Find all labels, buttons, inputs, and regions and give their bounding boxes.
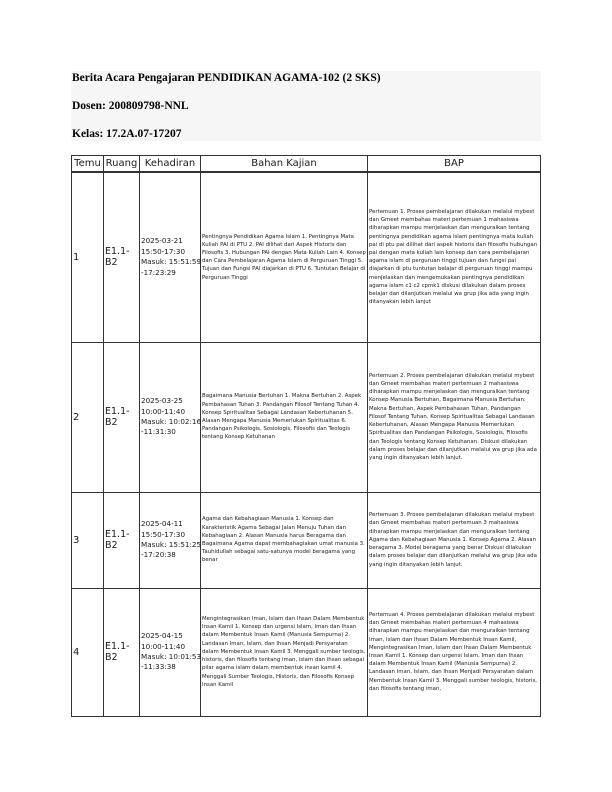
table-row	[72, 492, 541, 588]
cell-temu: 1	[72, 172, 104, 342]
attendance-time: 10:00-11:40	[141, 641, 186, 651]
document-title: Berita Acara Pengajaran PENDIDIKAN AGAMA-102 (2 SKS)	[72, 72, 381, 84]
class-line: Kelas: 17.2A.07-17207	[72, 128, 182, 140]
attendance-time: 15:50-17:30	[141, 529, 186, 539]
cell-kehadiran	[140, 588, 201, 716]
cell-bahan-kajian: Agama dan Kebahagiaan Manusia 1. Konsep dan Karakteristik Agama Sebagai Jalan Menuju Tuhan dan Kebahagiaan 2. Alasan Manusia harus Beragama dan Bagaimana Agama dapat membahagiakan umat manusia 3. Tauhidullah sebagai satu-satunya model beragama yang benar	[201, 492, 368, 588]
lecturer-line: Dosen: 200809798-NNL	[72, 100, 189, 112]
attendance-time: 15:50-17:30	[141, 246, 186, 256]
cell-ruang: E1.1-B2	[104, 172, 140, 342]
bap-text: Pertemuan 2. Proses pembelajaran dilakukan melalui mybest dan Gmeet membahas materi pertemuan 2 mahasiswa diharapkan mampu menjelaskan dan menguraikan tentang Konsep Manusia Bertuhan, Bagaimana Manusia Bertuhan: Makna Bertuhan, Aspek Pembahasan Tuhan, Pandangan Filosof Tentang Tuhan, Konsep Spiritualitas Sebagai Landasan Kebertuhanan, Alasan Mengapa Manusia Memerlukan Spiritualitas dan Pandangan Psikologis, Sosiologis, Filosofis dan Teologis tentang Konsep Ketuhanan. Diskusi dilakukan dalam proses belajar dan dilanjutkan melalui wa grup jika ada yang ingin ditanyakan lebih lanjut.	[369, 372, 537, 461]
attendance-time: 10:00-11:40	[141, 406, 186, 416]
cell-temu: 3	[72, 492, 104, 588]
cell-ruang: E1.1-B2	[104, 588, 140, 716]
cell-ruang: E1.1-B2	[104, 492, 140, 588]
attendance-in: Masuk: 15:51:59	[141, 257, 202, 267]
attendance-out: -17:23:29	[141, 267, 176, 277]
table-row	[72, 588, 541, 716]
attendance-date: 2025-03-21	[141, 236, 183, 246]
col-header-temu: Temu	[72, 156, 104, 173]
bap-text: Pertemuan 4. Proses pembelajaran dilakukan melalui mybest dan Gmeet membahas materi pertemuan 4 mahasiswa diharapkan mampu menjelaskan dan menguraikan tentang Iman, Islam dan Ihsan Dalam Membentuk Insan Kamil, Mengintegrasikan Iman, Islam dan Ihsan Dalam Membentuk Insan Kamil 1. Konsep dan urgensi Islam, Iman dan Ihsan dalam Membentuk Insan Kamil (Manusia Sempurna) 2. Landasan Iman, Islam, dan Ihsan Menjadi Persyaratan dalam Membentuk Insan Kamil 3. Menggali sumber teologis, historis, dan filosofis tentang iman,	[369, 611, 537, 692]
cell-bap	[368, 342, 541, 492]
col-header-ruang: Ruang	[104, 156, 140, 173]
cell-ruang: E1.1-B2	[104, 342, 140, 492]
cell-kehadiran	[140, 172, 201, 342]
bap-text: Pertemuan 3. Proses pembelajaran dilakukan melalui mybest dan Gmeet membahas materi pertemuan 3 mahasiswa diharapkan mampu menjelaskan dan menguraikan tentang Agama dan Kebahagiaan Manusia 1. Konsep Agama 2. Alasan beragama 3. Model beragama yang benar Diskusi dilakukan dalam proses belajar dan dilanjutkan melalui wa grup jika ada yang ingin ditanyakan lebih lanjut.	[369, 512, 537, 568]
table-header-row	[72, 156, 541, 173]
cell-temu: 2	[72, 342, 104, 492]
attendance-in: Masuk: 10:01:53	[141, 652, 202, 661]
table-row	[72, 342, 541, 492]
attendance-date: 2025-04-11	[141, 519, 183, 529]
attendance-out: -11:33:38	[141, 662, 176, 672]
cell-bahan-kajian: Bagaimana Manusia Bertuhan 1. Makna Bertuhan 2. Aspek Pembahasan Tuhan 3. Pandangan Filosof Tentang Tuhan 4. Konsep Spiritualitas Sebagai Landasan Kebertuhanan 5. Alasan Mengapa Manusia Memerlukan Spiritualitas 6. Pandangan Psikologis, Sosiologis, Filosofis dan Teologis tentang Konsep Ketuhanan	[201, 342, 368, 492]
attendance-date: 2025-04-15	[141, 631, 183, 641]
bap-table	[71, 155, 541, 717]
cell-bap	[368, 172, 541, 342]
cell-bap	[368, 492, 541, 588]
attendance-in: Masuk: 10:02:16	[141, 417, 202, 426]
cell-bahan-kajian: Mengintegrasikan Iman, Islam dan Ihsan Dalam Membentuk Insan Kamil 1. Konsep dan urgensi Islam, Iman dan Ihsan dalam Membentuk Insan Kamil (Manusia Sempurna) 2. Landasan Iman, Islam, dan Ihsan Menjadi Persyaratan dalam Membentuk Insan Kamil 3. Menggali sumber teologis, historis, dan filosofis tentang iman, islam dan ihsan sebagai pilar agama islam dalam membentuk insan kamil 4. Menggali Sumber Teologis, Historis, dan Filosofis Konsep Insan Kamil	[201, 588, 368, 716]
attendance-date: 2025-03-25	[141, 396, 183, 406]
attendance-in: Masuk: 15:51:25	[141, 540, 202, 549]
cell-temu: 4	[72, 588, 104, 716]
attendance-out: -11:31:30	[141, 427, 176, 437]
cell-kehadiran	[140, 492, 201, 588]
cell-kehadiran	[140, 342, 201, 492]
col-header-bap: BAP	[368, 156, 541, 173]
col-header-bahan-kajian: Bahan Kajian	[201, 156, 368, 173]
cell-bap	[368, 588, 541, 716]
table-row	[72, 172, 541, 342]
attendance-out: -17:20:38	[141, 550, 176, 560]
bap-text: Pertemuan 1. Proses pembelajaran dilakukan melalui mybest dan Gmeet membahas materi pertemuan 1 mahasiswa diharapkan mampu menjelaskan dan menguraikan tentang pentingnya pendidikan agama islam pentingnya mata kuliah pai di ptu pai dilihat dari aspek historis dan filosofis hubungan pai dengan mata kuliah lain konsep dan cara pembelajaran agama islam di perguruan tinggi tujuan dan fungsi pai diajarkan di ptu tuntutan belajar di perguruan tinggi mampu menjelaskan dan mengemukakan pentingnya pendidikan agama islam c1 c2 cpmk1 diskusi dilakukan dalam proses belajar dan dilanjutkan melalui wa grup jika ada yang ingin ditanyakan lebih lanjut	[369, 209, 538, 306]
cell-bahan-kajian: Pentingnya Pendidikan Agama Islam 1. Pentingnya Mata Kuliah PAI di PTU 2. PAI dilihat dari Aspek Historis dan Filosofis 3. Hubungan PAI dengan Mata Kuliah Lain 4. Konsep dan Cara Pembelajaran Agama Islam di Perguruan Tinggi 5. Tujuan dan Fungsi PAI diajarkan di PTU 6. Tuntutan Belajar di Perguruan Tinggi	[201, 172, 368, 342]
col-header-kehadiran: Kehadiran	[140, 156, 201, 173]
